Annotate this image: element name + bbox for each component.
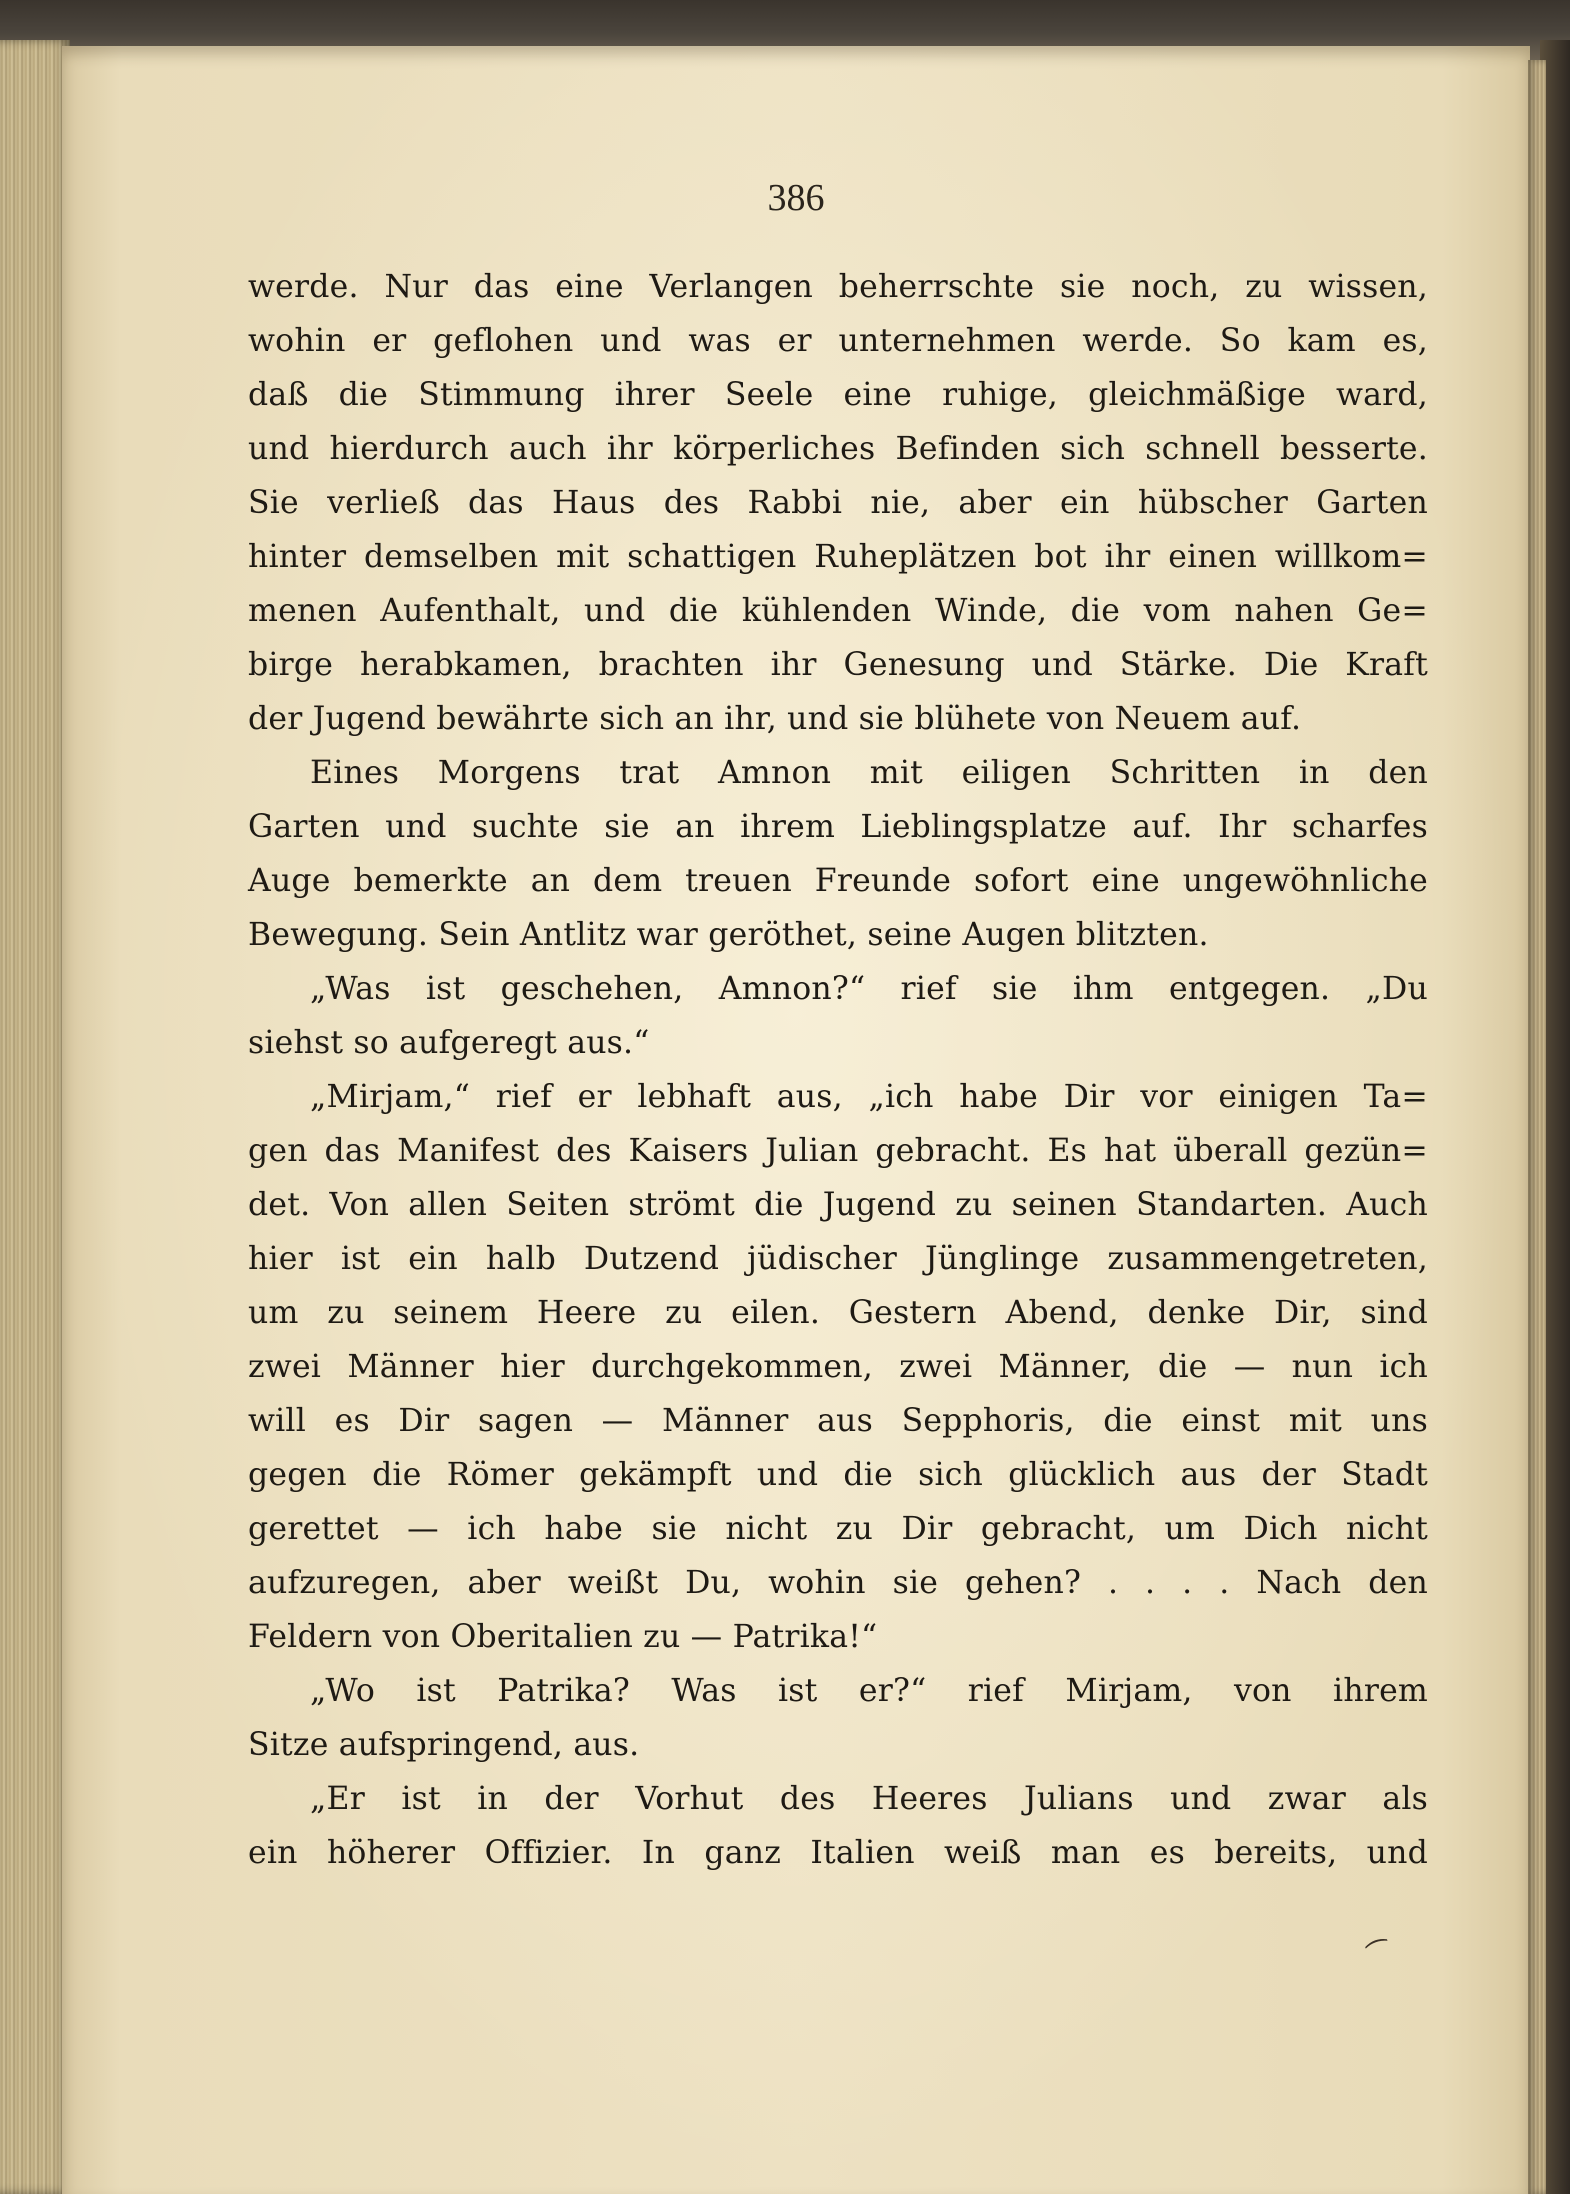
right-page-stack: [1528, 60, 1546, 2194]
text-line: ein höherer Offizier. In ganz Italien weiß man es bereits, und: [248, 1835, 1428, 1871]
text-line: wohin er geflohen und was er unternehmen werde. So kam es,: [248, 323, 1428, 359]
text-line: birge herabkamen, brachten ihr Genesung und Stärke. Die Kraft: [248, 647, 1428, 683]
text-line: Feldern von Oberitalien zu — Patrika!“: [248, 1619, 878, 1655]
page-sheet: [62, 46, 1530, 2194]
text-line: gegen die Römer gekämpft und die sich glücklich aus der Stadt: [248, 1457, 1428, 1493]
text-line: hinter demselben mit schattigen Ruheplätzen bot ihr einen willkom=: [248, 539, 1428, 575]
left-page-stack: [0, 40, 70, 2194]
text-line: det. Von allen Seiten strömt die Jugend zu seinen Standarten. Auch: [248, 1187, 1428, 1223]
body-text: [248, 260, 1428, 1880]
text-line: gen das Manifest des Kaisers Julian gebracht. Es hat überall gezün=: [248, 1133, 1428, 1169]
text-line: will es Dir sagen — Männer aus Sepphoris, die einst mit uns: [248, 1403, 1428, 1439]
text-line: „Er ist in der Vorhut des Heeres Julians und zwar als: [310, 1781, 1428, 1817]
text-line: zwei Männer hier durchgekommen, zwei Männer, die — nun ich: [248, 1349, 1428, 1385]
text-line: Garten und suchte sie an ihrem Lieblingsplatze auf. Ihr scharfes: [248, 809, 1428, 845]
page-number: 386: [767, 177, 825, 219]
text-line: siehst so aufgeregt aus.“: [248, 1025, 650, 1061]
text-line: „Wo ist Patrika? Was ist er?“ rief Mirjam, von ihrem: [310, 1673, 1428, 1709]
text-line: Sitze aufspringend, aus.: [248, 1727, 640, 1763]
text-line: um zu seinem Heere zu eilen. Gestern Abend, denke Dir, sind: [248, 1295, 1428, 1331]
text-line: Eines Morgens trat Amnon mit eiligen Schritten in den: [310, 755, 1428, 791]
text-line: aufzuregen, aber weißt Du, wohin sie gehen? . . . . Nach den: [248, 1565, 1428, 1601]
ink-mark: ⁀: [1365, 1937, 1396, 1974]
text-line: hier ist ein halb Dutzend jüdischer Jünglinge zusammengetreten,: [248, 1241, 1428, 1277]
text-line: menen Aufenthalt, und die kühlenden Winde, die vom nahen Ge=: [248, 593, 1428, 629]
text-line: werde. Nur das eine Verlangen beherrschte sie noch, zu wissen,: [248, 269, 1428, 305]
text-line: daß die Stimmung ihrer Seele eine ruhige, gleichmäßige ward,: [248, 377, 1428, 413]
text-line: Auge bemerkte an dem treuen Freunde sofort eine ungewöhnliche: [248, 863, 1428, 899]
text-line: und hierdurch auch ihr körperliches Befinden sich schnell besserte.: [248, 431, 1428, 467]
text-line: gerettet — ich habe sie nicht zu Dir gebracht, um Dich nicht: [248, 1511, 1428, 1547]
text-line: „Mirjam,“ rief er lebhaft aus, „ich habe Dir vor einigen Ta=: [310, 1079, 1428, 1115]
text-line: der Jugend bewährte sich an ihr, und sie blühete von Neuem auf.: [248, 701, 1302, 737]
text-line: Sie verließ das Haus des Rabbi nie, aber ein hübscher Garten: [248, 485, 1428, 521]
text-line: Bewegung. Sein Antlitz war geröthet, seine Augen blitzten.: [248, 917, 1209, 953]
text-line: „Was ist geschehen, Amnon?“ rief sie ihm entgegen. „Du: [310, 971, 1428, 1007]
